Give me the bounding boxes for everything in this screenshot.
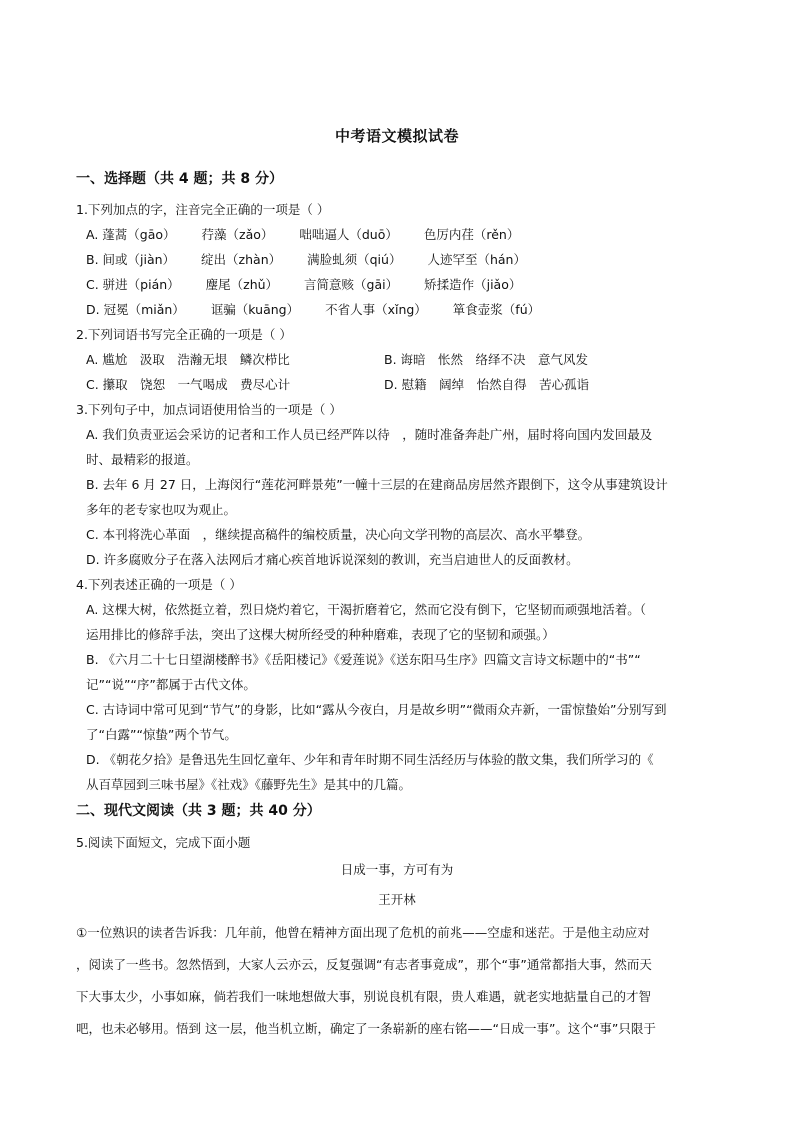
option-term: 诓骗（kuāng）	[210, 302, 300, 317]
option-term: 矫揉造作（jiǎo）	[424, 277, 522, 292]
question-4-stem: 4.下列表述正确的一项是（ ）	[76, 577, 242, 592]
option-term: 满脸虬须（qiú）	[307, 252, 402, 267]
option-term: D. 冠冕（miǎn）	[86, 302, 185, 317]
question-3-option-a-cont: 时、最精彩的报道。	[86, 452, 199, 467]
question-2-option-a[interactable]: A. 尴尬 汲取 浩瀚无垠 鳞次栉比	[86, 352, 290, 367]
question-2-option-b[interactable]: B. 诲暗 怅然 络绎不决 意气风发	[384, 352, 589, 367]
option-term: 人迹罕至（hán）	[427, 252, 526, 267]
question-5-stem: 5.阅读下面短文，完成下面小题	[76, 835, 251, 850]
option-term: 色厉内荏（rěn）	[423, 227, 520, 242]
option-term: 绽出（zhàn）	[201, 252, 282, 267]
question-3-option-b[interactable]: B. 去年 6 月 27 日，上海闵行“莲花河畔景苑”一幢十三层的在建商品房居然齐跟倒下，这令从事建筑设计	[86, 477, 668, 492]
article-title: 日成一事，方可有为	[340, 862, 454, 877]
option-term: 箪食壶浆（fú）	[452, 302, 541, 317]
option-term: 言简意赅（gāi）	[304, 277, 399, 292]
question-2-option-d[interactable]: D. 慰籍 阔绰 怡然自得 苦心孤诣	[384, 377, 590, 392]
question-4-option-d[interactable]: D. 《朝花夕拾》是鲁迅先生回忆童年、少年和青年时期不同生活经历与体验的散文集，我们所学习的《	[86, 752, 654, 767]
question-3-stem: 3.下列句子中，加点词语使用恰当的一项是（ ）	[76, 402, 342, 417]
article-paragraph-line: ，阅读了一些书。忽然悟到，大家人云亦云，反复强调“有志者事竟成”，那个“事”通常都指大事，然而天	[76, 957, 652, 972]
page-title: 中考语文模拟试卷	[334, 127, 459, 145]
article-paragraph-line: 下大事太少，小事如麻，倘若我们一味地想做大事，别说良机有限，贵人难遇，就老实地掂量自己的才智	[76, 989, 652, 1004]
question-1-stem: 1.下列加点的字，注音完全正确的一项是（ ）	[76, 202, 330, 217]
option-term: 咄咄逼人（duō）	[299, 227, 398, 242]
option-term: 不省人事（xǐng）	[325, 302, 427, 317]
question-1-option-a[interactable]	[86, 226, 519, 244]
question-3-option-d[interactable]: D. 许多腐败分子在落入法网后才痛心疾首地诉说深刻的教训，充当启迪世人的反面教材。	[86, 552, 579, 567]
question-4-option-a[interactable]: A. 这棵大树，依然挺立着，烈日烧灼着它，干渴折磨着它，然而它没有倒下，它坚韧而顽强地活着。（	[86, 602, 647, 617]
question-2-stem: 2.下列词语书写完全正确的一项是（ ）	[76, 327, 292, 342]
question-4-option-c-cont: 了“白露”“惊蛰”两个节气。	[86, 727, 237, 742]
option-term: 荇藻（zǎo）	[201, 227, 274, 242]
section-heading-reading: 二、现代文阅读（共 3 题；共 40 分）	[76, 803, 321, 819]
question-3-option-c[interactable]: C. 本刊将洗心革面 ，继续提高稿件的编校质量，决心向文学刊物的高层次、高水平攀登。	[86, 527, 591, 542]
question-4-option-b[interactable]: B. 《六月二十七日望湖楼醉书》《岳阳楼记》《爱莲说》《送东阳马生序》四篇文言诗文标题中的“书”“	[86, 652, 641, 667]
question-3-option-a[interactable]: A. 我们负责亚运会采访的记者和工作人员已经严阵以待 ，随时准备奔赴广州，届时将向国内发回最及	[86, 427, 653, 442]
option-term: C. 骈进（pián）	[86, 277, 180, 292]
question-4-option-b-cont: 记”“说”“序”都属于古代文体。	[86, 677, 256, 692]
section-heading-choice: 一、选择题（共 4 题；共 8 分）	[76, 171, 283, 187]
question-1-option-b[interactable]	[86, 251, 526, 269]
question-4-option-a-cont: 运用排比的修辞手法，突出了这棵大树所经受的种种磨难，表现了它的坚韧和顽强。）	[86, 627, 555, 642]
option-term: B. 间或（jiàn）	[86, 252, 176, 267]
article-paragraph-line: ①一位熟识的读者告诉我：几年前，他曾在精神方面出现了危机的前兆——空虚和迷茫。于是他主动应对	[76, 925, 650, 940]
article-paragraph-line: 吧，也未必够用。悟到 这一层，他当机立断，确定了一条崭新的座右铭——“日成一事”。这个“事”只限于	[76, 1021, 656, 1036]
article-author: 王开林	[378, 892, 416, 907]
question-4-option-c[interactable]: C. 古诗词中常可见到“节气”的身影，比如“露从今夜白，月是故乡明”“微雨众卉新，一雷惊蛰始”分别写到	[86, 702, 667, 717]
question-3-option-b-cont: 多年的老专家也叹为观止。	[86, 502, 237, 517]
question-1-option-d[interactable]	[86, 301, 540, 319]
question-1-option-c[interactable]	[86, 276, 521, 294]
question-4-option-d-cont: 从百草园到三味书屋》《社戏》《藤野先生》是其中的几篇。	[86, 777, 412, 792]
option-term: 麈尾（zhǔ）	[205, 277, 279, 292]
option-term: A. 蓬蒿（gāo）	[86, 227, 176, 242]
question-2-option-c[interactable]: C. 攥取 饶恕 一气喝成 费尽心计	[86, 377, 291, 392]
